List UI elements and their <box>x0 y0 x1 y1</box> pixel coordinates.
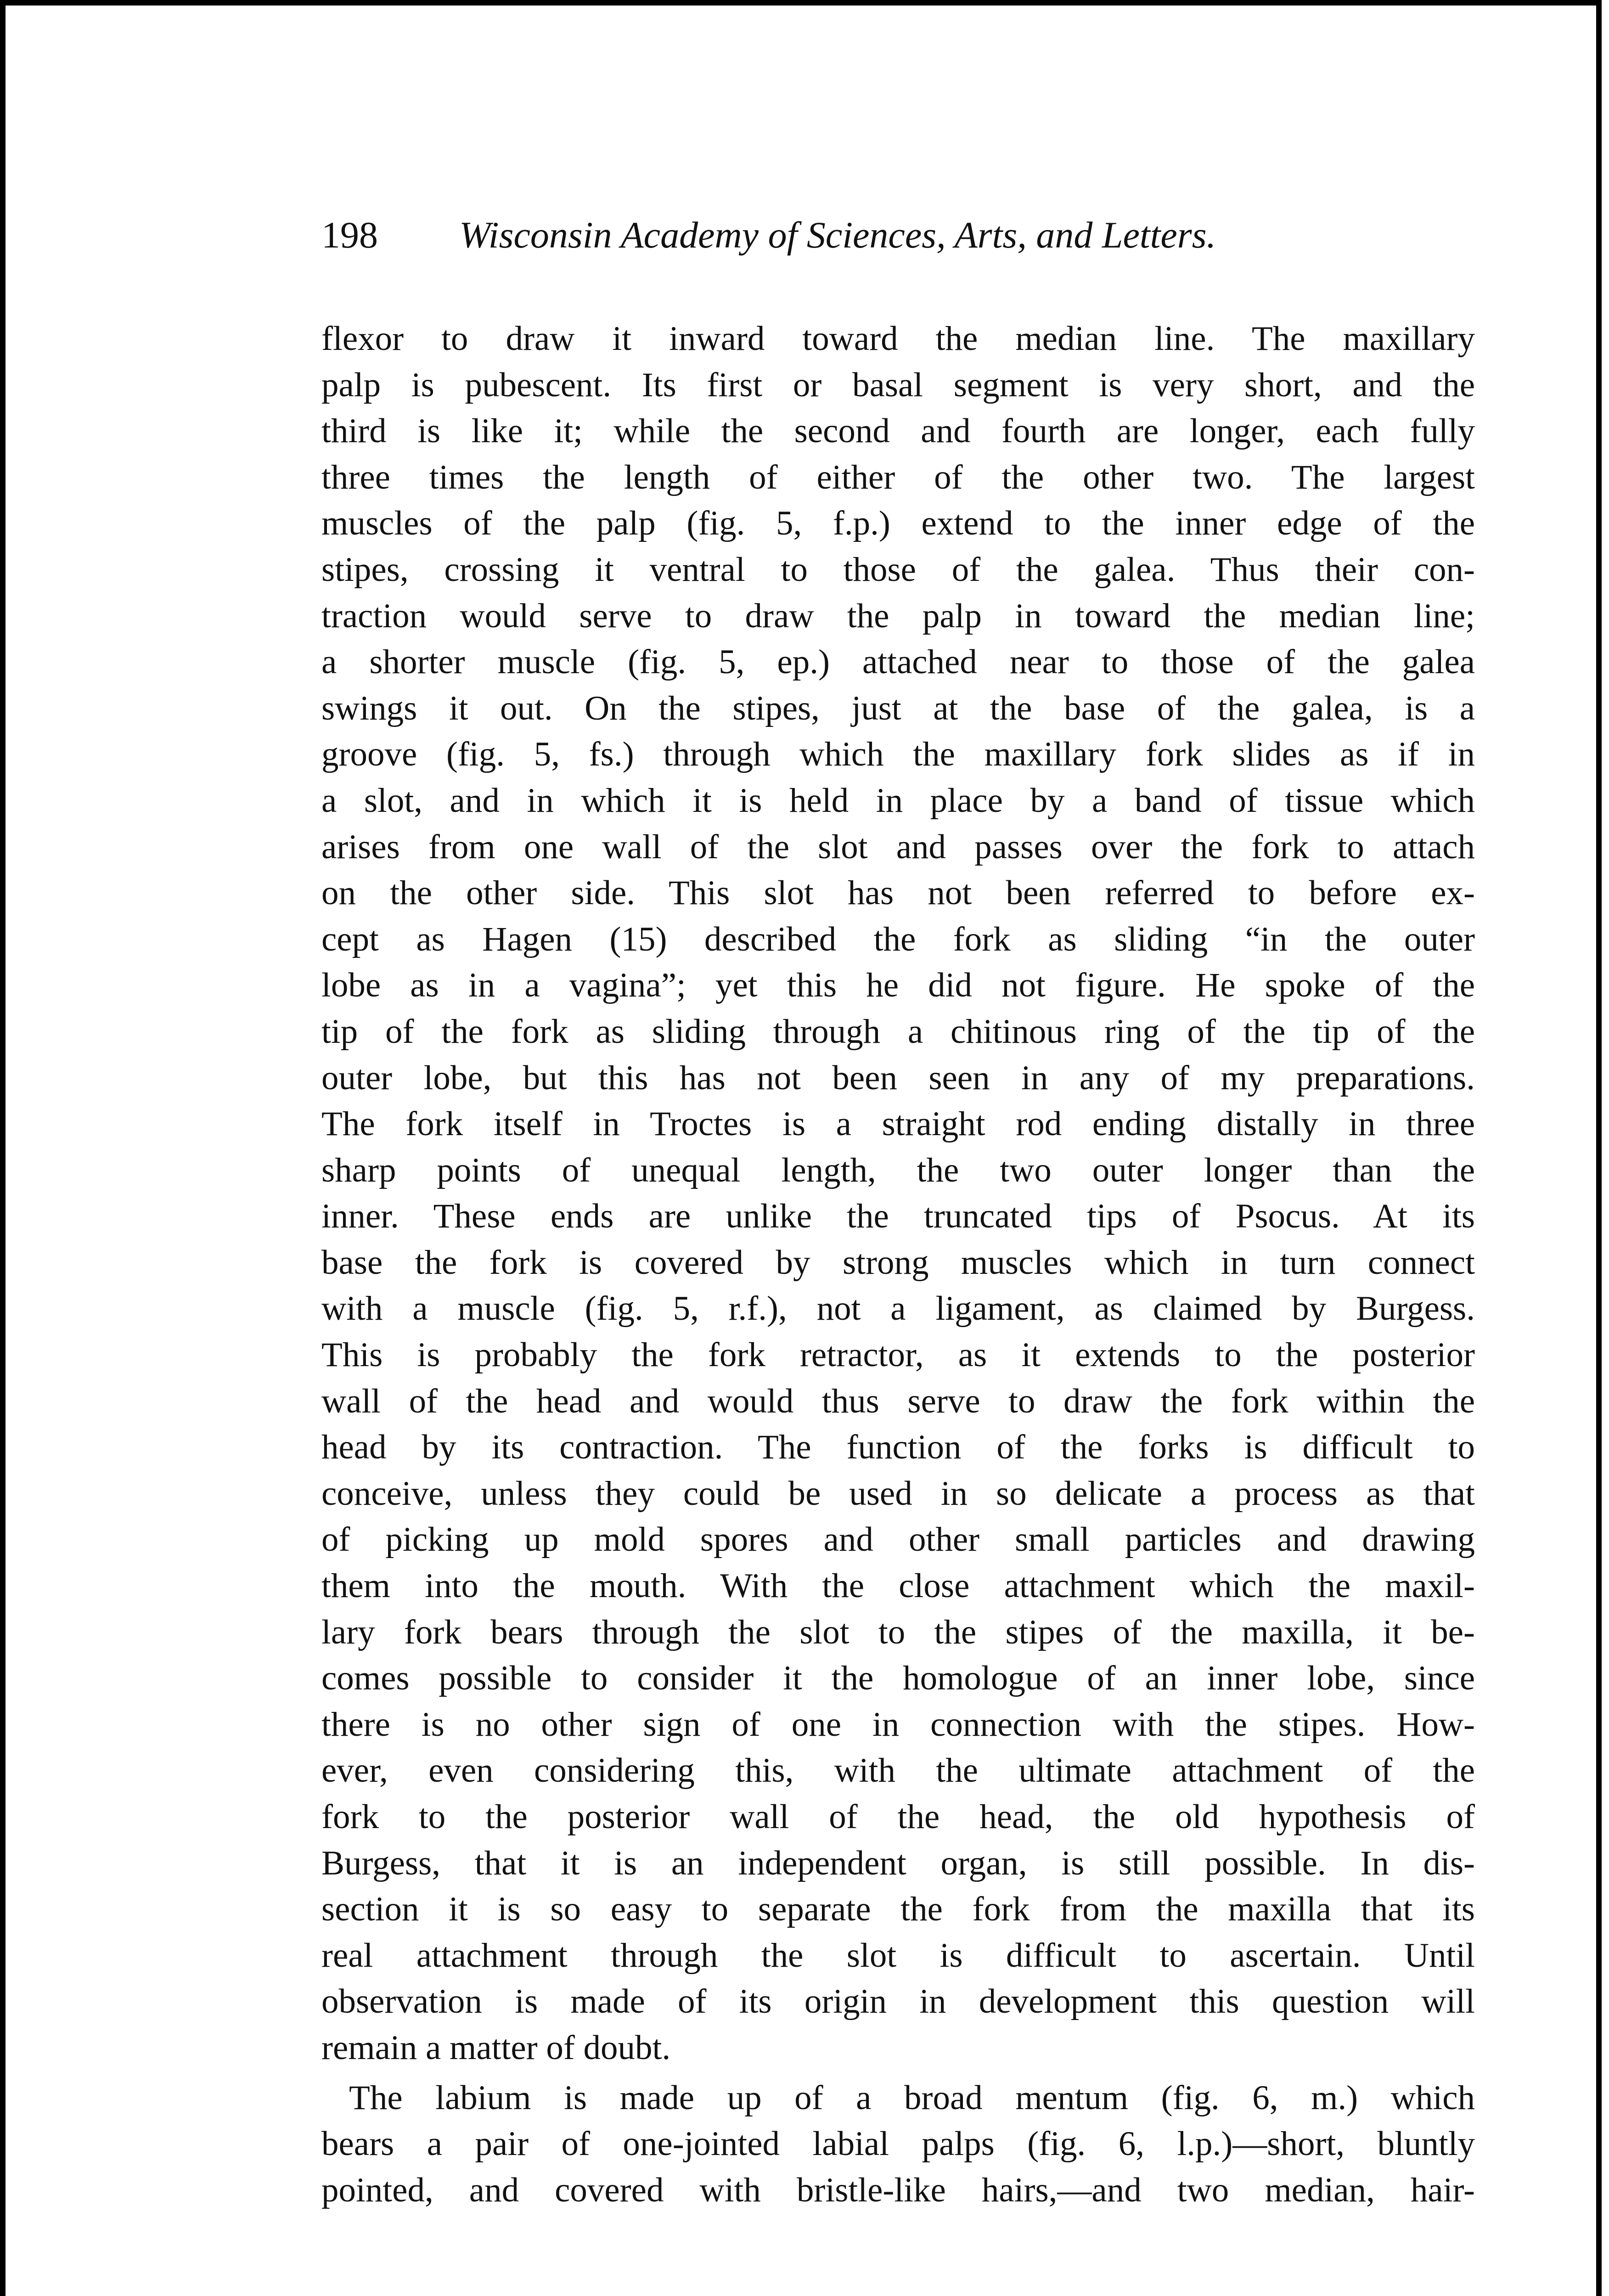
text-line: swings it out. On the stipes, just at the base of the galea, is a <box>321 689 1475 727</box>
text-line: The labium is made up of a broad mentum (fig. 6, m.) which <box>349 2078 1475 2117</box>
text-line: muscles of the palp (fig. 5, f.p.) extend to the inner edge of the <box>321 504 1475 543</box>
text-line: sharp points of unequal length, the two outer longer than the <box>321 1151 1475 1189</box>
text-line: stipes, crossing it ventral to those of the galea. Thus their con- <box>321 550 1475 589</box>
text-line: section it is so easy to separate the fork from the maxilla that its <box>321 1890 1475 1929</box>
text-line: outer lobe, but this has not been seen in any of my preparations. <box>321 1058 1475 1097</box>
text-line: three times the length of either of the other two. The largest <box>321 458 1475 496</box>
text-line: a shorter muscle (fig. 5, ep.) attached near to those of the galea <box>321 643 1475 681</box>
text-line: conceive, unless they could be used in so delicate a process as that <box>321 1474 1475 1513</box>
text-line: of picking up mold spores and other small particles and drawing <box>321 1520 1475 1559</box>
text-line: a slot, and in which it is held in place by a band of tissue which <box>321 781 1475 820</box>
page-number: 198 <box>321 214 378 256</box>
text-line: arises from one wall of the slot and passes over the fork to attach <box>321 827 1475 866</box>
paragraph <box>321 2075 1475 2214</box>
text-line: third is like it; while the second and fourth are longer, each fully <box>321 412 1475 450</box>
text-line: there is no other sign of one in connection with the stipes. How- <box>321 1705 1475 1744</box>
page-header <box>321 208 1479 263</box>
text-line: Burgess, that it is an independent organ, is still possible. In dis- <box>321 1844 1475 1882</box>
text-line: bears a pair of one-jointed labial palps (fig. 6, l.p.)—short, bluntly <box>321 2125 1475 2163</box>
text-line: tip of the fork as sliding through a chitinous ring of the tip of the <box>321 1012 1475 1051</box>
text-line: flexor to draw it inward toward the median line. The maxillary <box>321 320 1475 358</box>
text-line: fork to the posterior wall of the head, the old hypothesis of <box>321 1798 1475 1836</box>
text-line: ever, even considering this, with the ultimate attachment of the <box>321 1751 1475 1790</box>
text-line: This is probably the fork retractor, as it extends to the posterior <box>321 1336 1475 1374</box>
text-line: groove (fig. 5, fs.) through which the maxillary fork slides as if in <box>321 735 1475 774</box>
text-line: on the other side. This slot has not been referred to before ex- <box>321 874 1475 912</box>
text-line: pointed, and covered with bristle-like hairs,—and two median, hair- <box>321 2171 1475 2209</box>
text-line: lary fork bears through the slot to the stipes of the maxilla, it be- <box>321 1613 1475 1651</box>
text-line: observation is made of its origin in development this question will <box>321 1982 1475 2021</box>
paragraph-gap <box>321 2071 1475 2075</box>
text-line: wall of the head and would thus serve to draw the fork within the <box>321 1382 1475 1420</box>
text-line: with a muscle (fig. 5, r.f.), not a ligament, as claimed by Burgess. <box>321 1289 1475 1328</box>
text-line: remain a matter of doubt. <box>321 2028 671 2067</box>
text-line: head by its contraction. The function of the forks is difficult to <box>321 1428 1475 1467</box>
text-line: inner. These ends are unlike the truncated tips of Psocus. At its <box>321 1197 1475 1236</box>
running-title: Wisconsin Academy of Sciences, Arts, and Letters. <box>459 214 1216 256</box>
text-line: cept as Hagen (15) described the fork as sliding “in the outer <box>321 920 1475 958</box>
text-line: them into the mouth. With the close attachment which the maxil- <box>321 1567 1475 1605</box>
text-line: The fork itself in Troctes is a straight rod ending distally in three <box>321 1105 1475 1143</box>
text-line: lobe as in a vagina”; yet this he did not figure. He spoke of the <box>321 966 1475 1005</box>
text-line: traction would serve to draw the palp in toward the median line; <box>321 597 1475 635</box>
body-text <box>321 316 1475 2213</box>
text-line: palp is pubescent. Its first or basal segment is very short, and the <box>321 366 1475 404</box>
text-line: real attachment through the slot is difficult to ascertain. Until <box>321 1936 1475 1975</box>
text-line: comes possible to consider it the homologue of an inner lobe, since <box>321 1659 1475 1698</box>
paragraph <box>321 316 1475 2071</box>
text-line: base the fork is covered by strong muscles which in turn connect <box>321 1243 1475 1282</box>
